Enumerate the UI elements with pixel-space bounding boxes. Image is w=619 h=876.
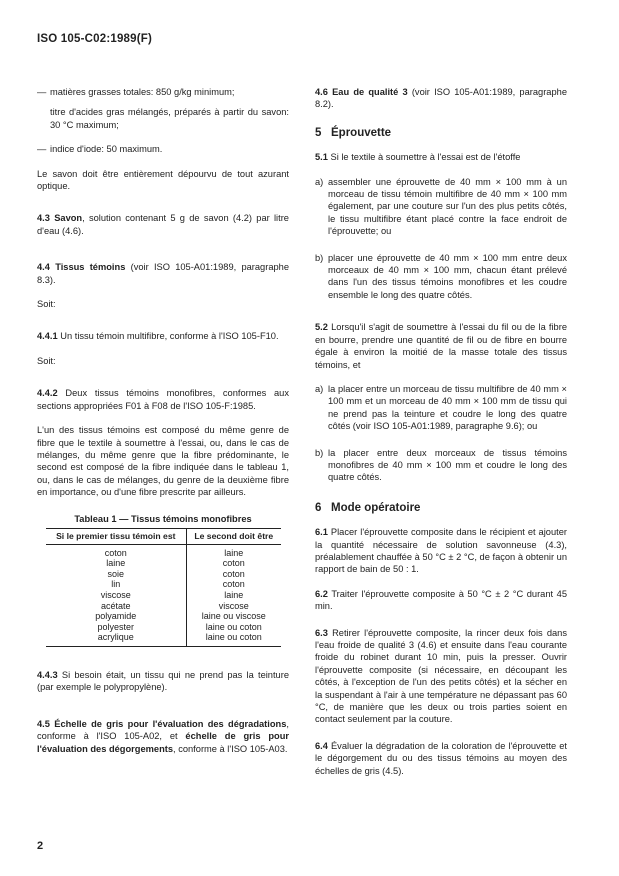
clause-5-1-a: a) assembler une éprouvette de 40 mm × 100 mm à un morceau de tissu témoin multifibre de 40 mm × 100 mm également, par une couture sur l'un des plus petits côtés, le tissu multifibre étant placé contre la face endroit de l'éprouvette; ou [315,176,567,237]
table-row [46,558,281,569]
clause-6-1: 6.1 Placer l'éprouvette composite dans le récipient et ajouter la quantité nécessaire de solution savonneuse (4.3), préalablement chauffée à 50 °C ± 2 °C, de façon à obtenir un rapport de bain de 50 : 1. [315,527,567,575]
soit-label: Soit: [37,355,56,366]
soit-label: Soit: [37,299,56,310]
table-cell: coton [222,568,245,579]
standard-header: ISO 105-C02:1989(F) [37,33,153,45]
table-cell: acétate [46,601,186,612]
table-row [46,590,281,601]
table-header-cell: Si le premier tissu témoin est [46,528,186,544]
right-column [315,86,567,789]
dash-marker: — [37,87,47,97]
table-row [46,569,281,580]
table-cell: polyester [46,622,186,633]
clause-4-4-3: 4.4.3 Si besoin était, un tissu qui ne prend pas la teinture (par exemple le polypropylène). [37,669,289,693]
clause-4-5: 4.5 Échelle de gris pour l'évaluation des dégradations, conforme à l'ISO 105-A02, et échelle de gris pour l'évaluation des dégorgements, conforme à l'ISO 105-A03. [37,718,289,754]
monofibre-table [46,528,281,647]
table-cell: laine ou viscose [201,611,266,622]
clause-6-4: 6.4 Évaluer la dégradation de la coloration de l'éprouvette et le dégorgement du ou des tissus témoins au moyen des échelles de gris (4.5). [315,740,567,776]
table-row [46,544,281,558]
table-header-cell: Le second doit être [186,528,281,544]
table-row [46,622,281,633]
clause-4-4: 4.4 Tissus témoins (voir ISO 105-A01:1989, paragraphe 8.3). [37,262,289,285]
page-number: 2 [37,840,44,852]
soap-note: Le savon doit être entièrement dépourvu de tout azurant optique. [37,168,289,192]
clause-4-6: 4.6 Eau de qualité 3 (voir ISO 105-A01:1989, paragraphe 8.2). [315,87,567,110]
clause-4-4-2-paragraph: L'un des tissus témoins est composé du même genre de fibre que le textile à soumettre à l'essai, ou, dans le cas de mélanges, du même genre que la fibre prédominante, le second est composé de la fibre indiquée dans le tableau 1, ou, dans le cas de mélanges, du genre de la deuxième fibre en importance, ou d'une fibre prescrite par ailleurs. [37,425,289,498]
table-row [46,601,281,612]
clause-6-2: 6.2 Traiter l'éprouvette composite à 50 °C ± 2 °C durant 45 min. [315,588,567,612]
table-cell: laine [224,589,244,600]
list-text: matières grasses totales: 850 g/kg minimum; [50,87,235,97]
table-cell: coton [222,558,245,569]
clause-5-1-b: b) placer une éprouvette de 40 mm × 100 mm entre deux morceaux de 40 mm × 100 mm, chacun étant prélevé dans l'un des tissus témoins monofibres et les coudre ensemble le long des quatre côtés. [315,252,567,300]
table-row [46,579,281,590]
table-cell: viscose [46,590,186,601]
clause-6-3: 6.3 Retirer l'éprouvette composite, la rincer deux fois dans l'eau froide de qualité 3 (4.6) et ensuite dans l'eau courante froide du robinet durant 10 min, puis la presser. Ouvrir l'éprouvette composite (si nécessaire, en découpant les côtés, à l'exception de l'un des petits côtés) et la sécher en la suspendant à l'air à une température ne dépassant pas 60 °C, de manière que les deux ou trois parties soient en contact seulement par la couture. [315,627,567,725]
dash-marker: — [37,144,47,155]
clause-5-2-a: a) la placer entre un morceau de tissu multifibre de 40 mm × 100 mm et un morceau de 40 mm × 100 mm de tissu qui ne prend pas la teinture et coudre le long des quatre côtés (voir ISO 105-A01:1989, paragraphe 9.6); ou [315,383,567,432]
section-heading-6: 6 Mode opératoire [315,501,421,514]
table-cell: viscose [218,600,249,611]
clause-5-1: 5.1 Si le textile à soumettre à l'essai est de l'étoffe [315,152,521,163]
table-cell: laine [46,558,186,569]
table-cell: laine [224,547,244,558]
clause-5-2: 5.2 Lorsqu'il s'agit de soumettre à l'essai du fil ou de la fibre en bourre, prendre une quantité de fil ou de fibre en bourre égale à environ la moitié de la masse totale des tissus témoins, et [315,322,567,370]
table-cell: coton [222,579,245,590]
section-heading-5: 5 Éprouvette [315,126,392,139]
table-cell: polyamide [46,611,186,622]
list-text: indice d'iode: 50 maximum. [50,144,163,155]
table-cell: coton [46,544,186,558]
table-row [46,611,281,622]
table-cell: soie [46,569,186,580]
table-cell: lin [46,579,186,590]
table-row [46,632,281,646]
clause-4-3: 4.3 Savon, solution contenant 5 g de savon (4.2) par litre d'eau (4.6). [37,213,289,236]
clause-4-4-2: 4.4.2 Deux tissus témoins monofibres, conformes aux sections appropriées F01 à F08 de l'ISO 105-F:1985. [37,388,289,411]
clause-4-4-1: 4.4.1 Un tissu témoin multifibre, conforme à l'ISO 105-F10. [37,331,279,342]
table-cell: laine ou coton [205,621,262,632]
fat-spec-item [37,86,289,131]
left-column [37,86,289,767]
table-title: Tableau 1 — Tissus témoins monofibres [74,513,252,524]
iodine-item [37,143,289,155]
list-text: titre d'acides gras mélangés, préparés à partir du savon: 30 °C maximum; [50,107,289,130]
clause-5-2-b: b) la placer entre deux morceaux de tissus témoins monofibres de 40 mm × 100 mm et coudre le long des quatre côtés. [315,447,567,483]
table-cell: acrylique [46,632,186,646]
table-cell: laine ou coton [186,632,281,646]
